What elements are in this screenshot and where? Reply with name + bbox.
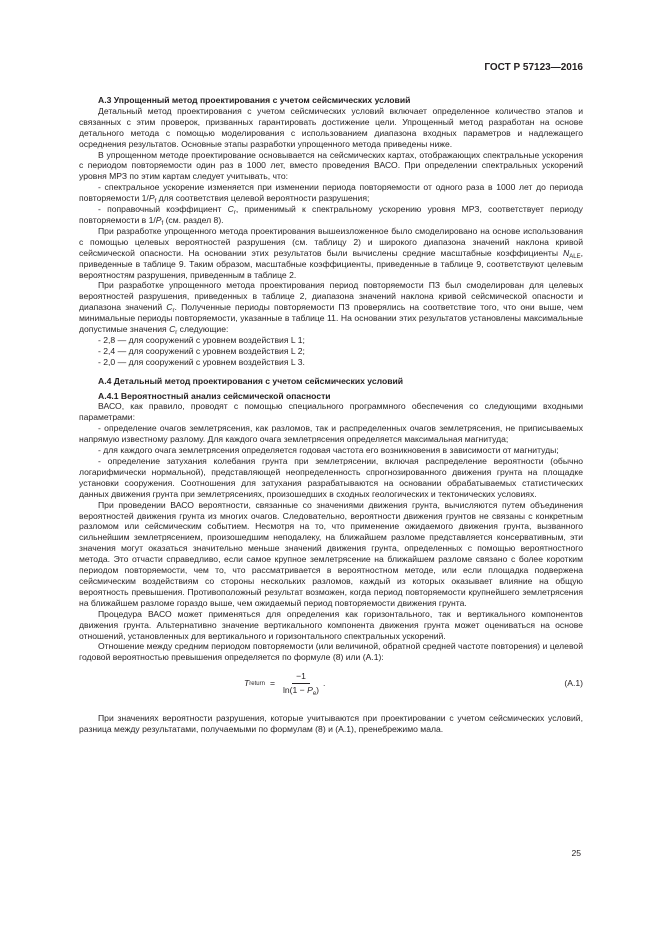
list-item: - спектральное ускорение изменяется при изменении периода повторяемости от одного раза в 1000 лет до периода повторяемости $1/P_f$ для соответствия целевой вероятности разрушения; xyxy=(79,182,583,206)
paragraph: При значениях вероятности разрушения, которые учитываются при проектировании с учетом сейсмических условий, разница между результатами, получаемыми по формулам (8) и (А.1), пренебрежимо мала. xyxy=(79,713,583,735)
formula-denominator: $\ln(1 - P_e)$ xyxy=(282,685,320,698)
list-item: - определение затухания колебания грунта при землетрясении, включая распределение вероятности (обычно логарифмически нормальной), представляющей неопределенность спрогнозированного движения грунта на площадке установки сооружения. Соотношения для затухания разрабатываются на основании обрабатываемых статистических данных движения грунта при землетрясениях, произошедших в сходных геологических и тектонических условиях. xyxy=(79,456,583,499)
paragraph: Детальный метод проектирования с учетом сейсмических условий включает определенное количество этапов и связанных с этим проверок, призванных гарантировать достижение цели. Упрощенный метод разработан на основе детального метода с помощью моделирования с использованием диапазона входных параметров и надлежащего осреднения результатов. Основные этапы разработки упрощенного метода приведены ниже. xyxy=(79,105,583,149)
formula-trailing-period: . xyxy=(323,678,326,689)
page-number: 25 xyxy=(571,848,581,858)
paragraph: При проведении ВАСО вероятности, связанные со значениями движения грунта, вычисляются путем объединения вероятностей движения грунта из многих очагов. Следовательно, вероятности движения грунтов не связаны с конкретным разломом или сейсмическим событием. Несмотря на то, что применение ожидаемого движения грунта, вызванного сильнейшим землетрясением, произошедшим неподалеку, на ближайшем разломе представляется консервативным, эти значения могут оказаться значительно меньше значений движения грунта, определенных с помощью вероятностного метода. Это отчасти справедливо, если самое крупное землетрясение на ближайшем разломе связано с более коротким периодом повторяемости, чем то, что рассматривается в вероятностном методе, или если площадка подвержена сейсмическим воздействиям со стороны нескольких разломов, каждый из которых оказывает влияние на общую вероятность превышения. Противоположный результат возможен, когда период повторяемости крупнейшего землетрясения на ближайшем разломе гораздо выше, чем ожидаемый период повторяемости движения грунта. xyxy=(79,499,583,608)
paragraph: ВАСО, как правило, проводят с помощью специального программного обеспечения со следующими входными параметрами: xyxy=(79,401,583,423)
paragraph: При разработке упрощенного метода проектирования вышеизложенное было смоделировано на основе использования с помощью целевых вероятностей разрушения (см. таблицу 2) и широкого диапазона значений наклона кривой сейсмической опасности. На основании этих результатов были вычислены средние масштабные коэффициенты $N_{ALE}$, приведенные в таблице 9. Таким образом, масштабные коэффициенты, приведенные в таблице 9, соответствуют целевым вероятностям разрушения, приведенным в таблице 2. xyxy=(79,225,583,280)
document-header: ГОСТ Р 57123—2016 xyxy=(484,62,583,73)
formula-equals: = xyxy=(269,678,275,689)
section-heading-a3: А.3 Упрощенный метод проектирования с учетом сейсмических условий xyxy=(98,95,411,105)
list-item: - 2,0 — для сооружений с уровнем воздействия L 3. xyxy=(98,356,305,367)
formula-lhs: T xyxy=(244,678,250,689)
paragraph: При разработке упрощенного метода проектирования период повторяемости ПЗ был смоделирован для целевых вероятностей разрушения, приведенных в таблице 2, диапазона значений наклона кривой сейсмической опасности и диапазона значений $C_r$. Полученные периоды повторяемости ПЗ проверялись на соответствие того, что они выше, чем минимальные периоды повторяемости, указанные в таблице 11. На основании этих результатов установлены максимальные допустимые значения $C_r$ следующие: xyxy=(79,280,583,337)
document-body xyxy=(79,95,583,735)
list-item: - для каждого очага землетрясения определяется годовая частота его возникновения в зависимости от магнитуды; xyxy=(98,445,559,456)
formula-a1 xyxy=(79,665,583,705)
list-item: - 2,8 — для сооружений с уровнем воздействия L 1; xyxy=(98,334,305,345)
list-item: - 2,4 — для сооружений с уровнем воздействия L 2; xyxy=(98,345,305,356)
paragraph: Отношение между средним периодом повторяемости (или величиной, обратной средней частоте повторения) и целевой годовой вероятностью превышения определяется по формуле (8) или (А.1): xyxy=(79,641,583,663)
paragraph: В упрощенном методе проектирование основывается на сейсмических картах, отображающих спектральные ускорения с периодом повторяемости один раз в 1000 лет, вместо проведения ВАСО. При определении спектральных ускорений уровня МРЗ по этим картам следует учитывать, что: xyxy=(79,149,583,182)
section-heading-a4: А.4 Детальный метод проектирования с учетом сейсмических условий xyxy=(98,375,404,386)
formula-numerator: −1 xyxy=(292,671,310,684)
formula-expression: T return = $\frac{-1}{\ln(1 - P_e)}$ . xyxy=(244,671,326,698)
list-item: - определение очагов землетрясения, как разломов, так и распределенных очагов землетрясения, не приписываемых напрямую известному разлому. Для каждого очага землетрясения определяется максимальная магнитуда; xyxy=(79,423,583,445)
subsection-heading-a41: А.4.1 Вероятностный анализ сейсмической опасности xyxy=(98,390,331,401)
paragraph: Процедура ВАСО может применяться для определения как горизонтального, так и вертикального компонентов движения грунта. Альтернативно значение вертикального компонента движения грунта может оцениваться на основе отношений, установленных для вертикального и горизонтального спектральных ускорений. xyxy=(79,608,583,641)
list-item: - поправочный коэффициент $C_r$, применимый к спектральному ускорению уровня МРЗ, соответствует периоду повторяемости в $1/P_f$ (см. раздел 8). xyxy=(79,204,583,227)
formula-number: (А.1) xyxy=(564,678,583,689)
